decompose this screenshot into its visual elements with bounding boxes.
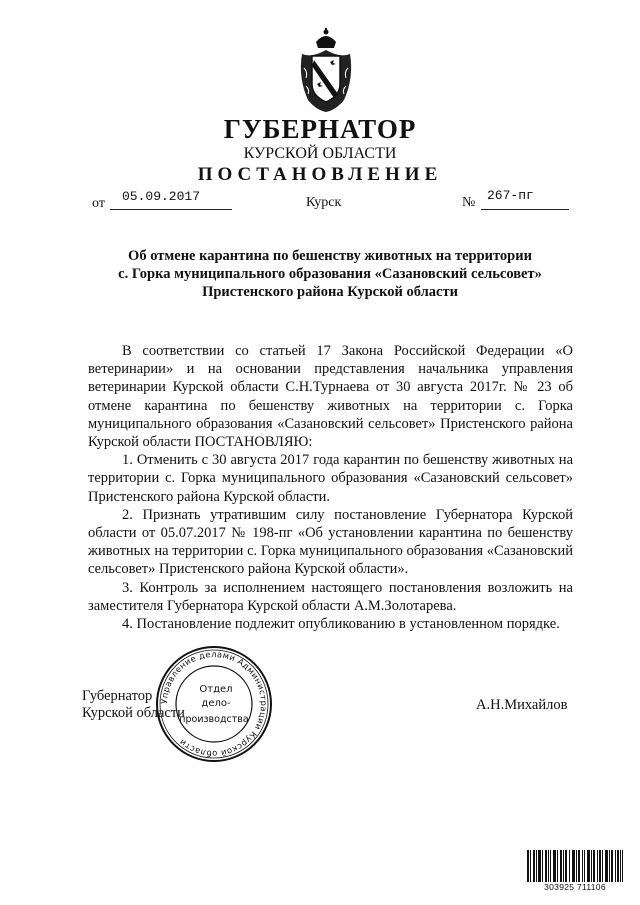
document-subject [80, 247, 580, 301]
decree-item-1: 1. Отменить с 30 августа 2017 года карантин по бешенству животных на территории с. Горка муниципального образования «Сазановский сельсовет» Пристенского района Курской области. [88, 452, 573, 505]
date-underline [110, 209, 232, 210]
region-name: КУРСКОЙ ОБЛАСТИ [243, 145, 397, 162]
document-number: 267-пг [487, 188, 534, 203]
number-underline [481, 209, 569, 210]
preamble-paragraph: В соответствии со статьей 17 Закона Российской Федерации «О ветеринарии» и на основании представления начальника управления ветеринарии Курской области С.Н.Турнаева от 30 августа 2017г. № 23 об отмене карантина по бешенству животных на территории с. Горка муниципального образования «Сазановский сельсовет» Пристенского района Курской области ПОСТАНОВЛЯЮ: [88, 343, 573, 451]
barcode-number: 303925 711106 [527, 882, 623, 892]
stamp-ring-text: Управление делами Администрации Курской области [158, 648, 270, 760]
coat-of-arms-icon [296, 28, 356, 114]
decree-item-3: 3. Контроль за исполнением настоящего постановления возложить на заместителя Губернатора Курской области А.М.Золотарева. [88, 579, 573, 614]
subject-line: Об отмене карантина по бешенству животных на территории [128, 248, 532, 264]
number-prefix: № [462, 195, 476, 210]
decree-item-2: 2. Признать утратившим силу постановление Губернатора Курской области от 05.07.2017 № 198-пг «Об установлении карантина по бешенству животных на территории с. Горка муниципального образования «Сазановский сельсовет» Пристенского района Курской области». [88, 506, 573, 578]
stamp-center-line: Отдел [199, 684, 233, 695]
document-body [88, 342, 573, 633]
stamp-center-line: производства [179, 714, 249, 725]
date-prefix: от [92, 196, 105, 211]
position-line: Курской области [82, 705, 185, 721]
document-date: 05.09.2017 [122, 189, 201, 204]
subject-line: с. Горка муниципального образования «Сазановский сельсовет» [118, 266, 542, 282]
decree-item-4: 4. Постановление подлежит опубликованию в установленном порядке. [122, 616, 560, 633]
document-city: Курск [306, 195, 342, 210]
signatory-name: А.Н.Михайлов [476, 697, 568, 713]
office-stamp [154, 644, 274, 764]
position-line: Губернатор [82, 688, 153, 704]
document-type: ПОСТАНОВЛЕНИЕ [197, 164, 443, 185]
subject-line: Пристенского района Курской области [202, 284, 458, 300]
document-authority-title: ГУБЕРНАТОР [223, 114, 417, 144]
stamp-center-line: дело- [201, 698, 231, 709]
